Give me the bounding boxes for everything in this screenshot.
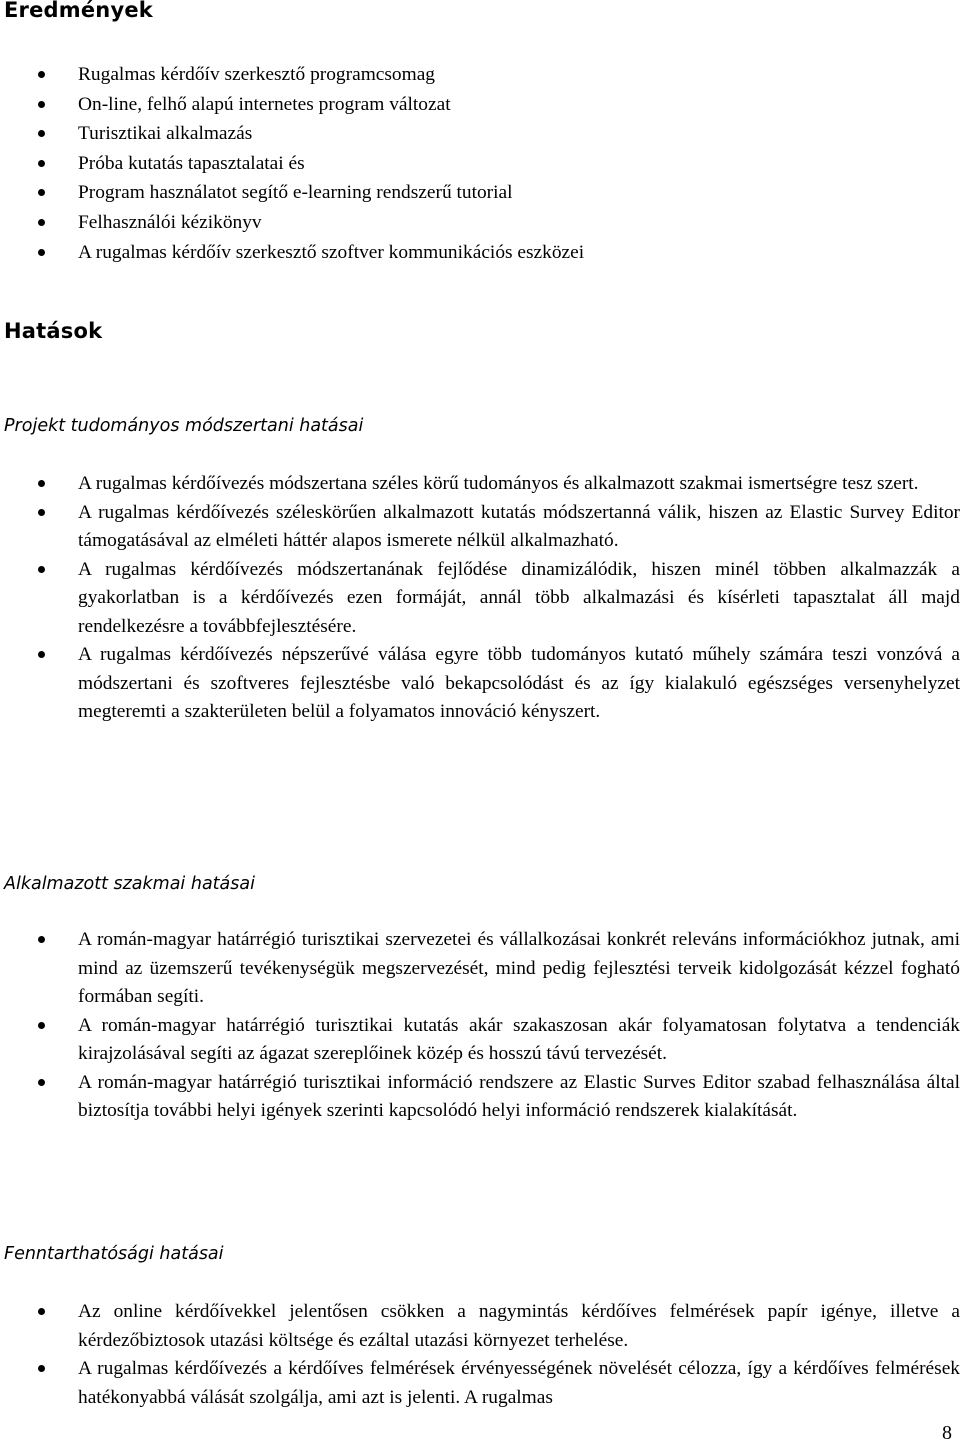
list-item: Próba kutatás tapasztalatai és (0, 149, 960, 179)
list-item: Turisztikai alkalmazás (0, 119, 960, 149)
list-item: Program használatot segítő e-learning rendszerű tutorial (0, 178, 960, 208)
list-item: A rugalmas kérdőívezés népszerűvé válása egyre több tudományos kutató műhely számára teszi vonzóvá a módszertani és szoftveres fejlesztésbe való bekapcsolódást és az így kialakuló egészséges versenyhelyzet megteremti a szakterületen belül a folyamatos innováció kényszert. (0, 641, 960, 727)
results-list (0, 60, 960, 267)
list-item: A rugalmas kérdőív szerkesztő szoftver kommunikációs eszközei (0, 238, 960, 268)
professional-impacts-list (0, 926, 960, 1126)
bullet-icon (38, 936, 45, 943)
list-item: A román-magyar határrégió turisztikai szervezetei és vállalkozásai konkrét releváns információkhoz jutnak, ami mind az üzemszerű tevékenységük megszervezését, mind pedig fejlesztési terveik kidolgozását kézzel fogható formában segíti. (0, 926, 960, 1012)
list-item: Rugalmas kérdőív szerkesztő programcsomag (0, 60, 960, 90)
list-item: Felhasználói kézikönyv (0, 208, 960, 238)
sustainability-impacts-list (0, 1298, 960, 1412)
subsection-heading-tudomanyos: Projekt tudományos módszertani hatásai (4, 416, 364, 436)
bullet-icon (38, 566, 45, 573)
list-item: A rugalmas kérdőívezés módszertanának fejlődése dinamizálódik, hiszen minél többen alkalmazzák a gyakorlatban is a kérdőívezés ezen formáját, annál több alkalmazási és kísérleti tapasztalat áll majd rendelkezésre a továbbfejlesztésére. (0, 556, 960, 642)
section-heading-eredmenyek: Eredmények (4, 0, 153, 22)
bullet-icon (38, 480, 45, 487)
bullet-icon (38, 101, 45, 108)
bullet-icon (38, 130, 45, 137)
section-heading-hatasok: Hatások (4, 319, 103, 343)
subsection-heading-szakmai: Alkalmazott szakmai hatásai (4, 874, 255, 894)
list-item: A rugalmas kérdőívezés módszertana széles körű tudományos és alkalmazott szakmai ismertségre tesz szert. (0, 470, 960, 499)
list-item: A rugalmas kérdőívezés a kérdőíves felmérések érvényességének növelését célozza, így a kérdőíves felmérések hatékonyabbá válását szolgálja, ami azt is jelenti. A rugalmas (0, 1355, 960, 1412)
list-item: Az online kérdőívekkel jelentősen csökken a nagymintás kérdőíves felmérések papír igénye, illetve a kérdezőbiztosok utazási költsége és ezáltal utazási környezet terhelése. (0, 1298, 960, 1355)
bullet-icon (38, 71, 45, 78)
list-item: On-line, felhő alapú internetes program változat (0, 90, 960, 120)
list-item: A román-magyar határrégió turisztikai kutatás akár szakaszosan akár folyamatosan folytatva a tendenciák kirajzolásával segíti az ágazat szereplőinek közép és hosszú távú tervezését. (0, 1012, 960, 1069)
bullet-icon (38, 1079, 45, 1086)
scientific-impacts-list (0, 470, 960, 727)
list-item: A román-magyar határrégió turisztikai információ rendszere az Elastic Surves Editor szabad felhasználása által biztosítja további helyi igények szerinti kapcsolódó helyi információ rendszerek kialakítását. (0, 1069, 960, 1126)
bullet-icon (38, 1365, 45, 1372)
bullet-icon (38, 1022, 45, 1029)
bullet-icon (38, 1308, 45, 1315)
bullet-icon (38, 249, 45, 256)
list-item: A rugalmas kérdőívezés széleskörűen alkalmazott kutatás módszertanná válik, hiszen az Elastic Survey Editor támogatásával az elméleti háttér alapos ismerete nélkül alkalmazható. (0, 499, 960, 556)
bullet-icon (38, 219, 45, 226)
bullet-icon (38, 651, 45, 658)
bullet-icon (38, 160, 45, 167)
bullet-icon (38, 509, 45, 516)
page-number: 8 (942, 1422, 952, 1444)
subsection-heading-fenntarthatosagi: Fenntarthatósági hatásai (4, 1244, 224, 1264)
bullet-icon (38, 189, 45, 196)
